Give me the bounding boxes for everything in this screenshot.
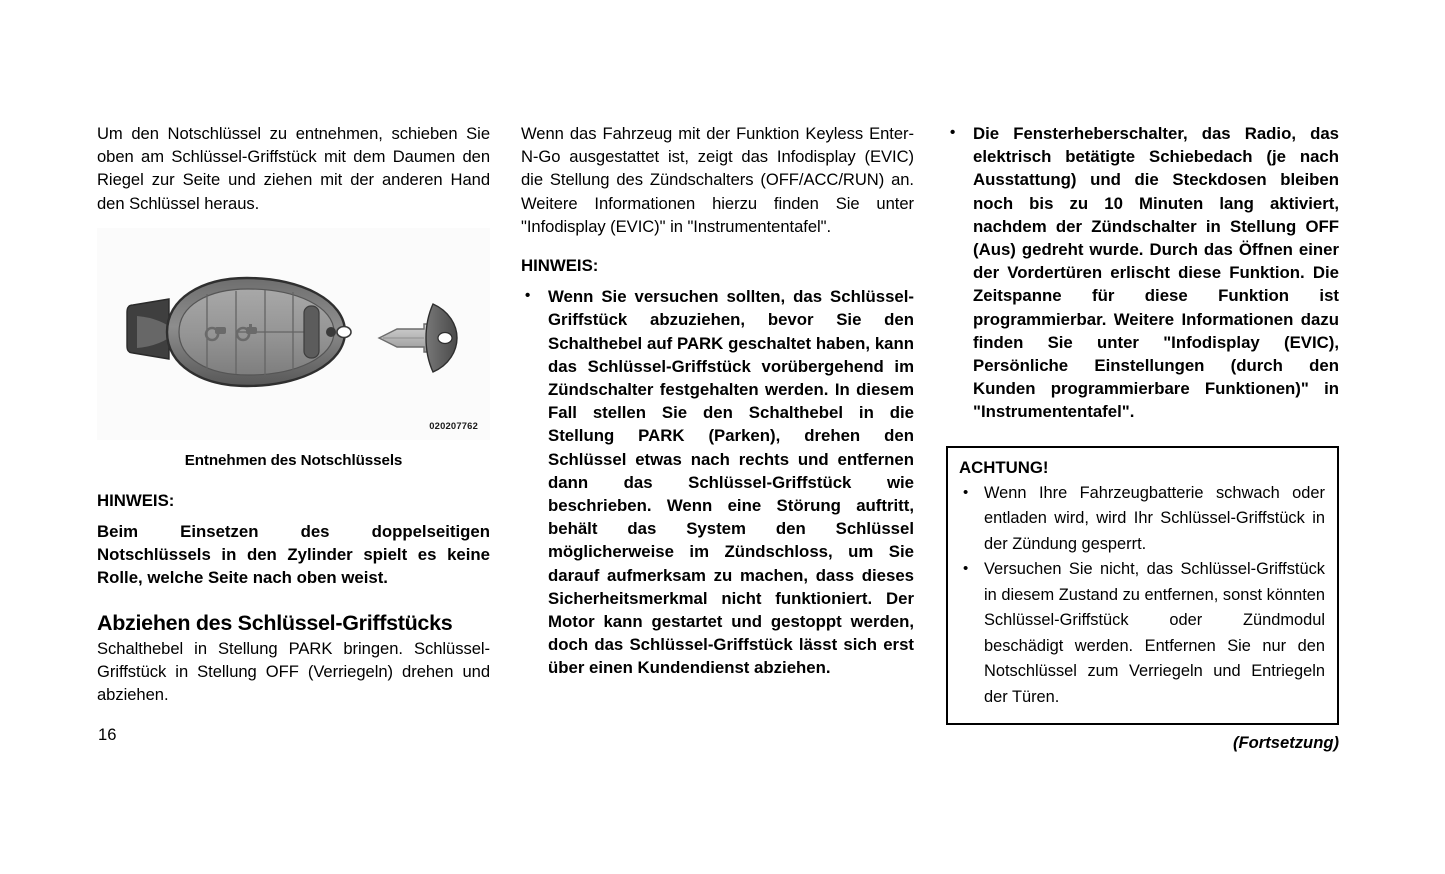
fob-stud bbox=[326, 327, 336, 337]
fob-keyring-hole bbox=[337, 326, 351, 337]
middle-column bbox=[521, 122, 914, 722]
list-item: • Wenn Sie versuchen sollten, das Schlüssel-Griffstück abzuziehen, bevor Sie den Schalthebel auf PARK geschaltet haben, kann das Schlüssel-Griffstück vorübergehend im Zündschalter festgehalten werden. In diesem Fall stellen Sie den Schalthebel in die Stellung PARK (Parken), drehen den Schlüssel etwas nach rechts und entfernen dann das Schlüssel-Griffstück wie beschrieben. Wenn eine Störung auftritt, behält das System den Schlüssel möglicherweise im Zündschloss, um Sie darauf aufmerksam zu machen, dass dieses Sicherheitsmerkmal nicht funktioniert. Der Motor kann gestartet und gestoppt werden, doch das Schlüssel-Griffstück lässt sich erst über einen Kundendienst abziehen. bbox=[521, 285, 914, 679]
section-heading-abziehen: Abziehen des Schlüssel-Griffstücks bbox=[97, 610, 453, 635]
figure-image bbox=[97, 228, 490, 440]
left-column bbox=[97, 122, 490, 722]
continuation-label: (Fortsetzung) bbox=[1233, 733, 1339, 753]
list-item: • Wenn Ihre Fahrzeugbatterie schwach oder entladen wird, wird Ihr Schlüssel-Griffstück in der Zündung gesperrt. bbox=[959, 481, 1325, 558]
warning-item-list bbox=[959, 481, 1325, 711]
right-bullet-list bbox=[946, 122, 1339, 424]
emergency-key bbox=[379, 304, 457, 372]
warning-title: ACHTUNG! bbox=[959, 457, 1049, 477]
middle-paragraph: Wenn das Fahrzeug mit der Funktion Keyless Enter-N-Go ausgestattet ist, zeigt das Infodisplay (EVIC) die Stellung des Zündschalters (OFF/ACC/RUN) an. Weitere Informationen hierzu finden Sie unter "Infodisplay (EVIC)" in "Instrumententafel". bbox=[521, 124, 914, 236]
left-note-text: Beim Einsetzen des doppelseitigen Notschlüssels in den Zylinder spielt es keine Rolle, welche Seite nach oben weist. bbox=[97, 522, 490, 588]
panic-button bbox=[304, 306, 319, 358]
list-item: • Die Fensterheberschalter, das Radio, das elektrisch betätigte Schiebedach (je nach Ausstattung) und die Steckdosen bleiben noch bis zu 10 Minuten lang aktiviert, nachdem der Zündschalter in Stellung OFF (Aus) gedreht wurde. Durch das Öffnen einer der Vordertüren erlischt diese Funktion. Die Zeitspanne für diese Funktion ist programmierbar. Weitere Informationen dazu finden Sie unter "Infodisplay (EVIC), Persönliche Einstellungen (durch den Kunden programmierbare Funktionen)" in "Instrumententafel". bbox=[946, 122, 1339, 424]
middle-note-heading: HINWEIS: bbox=[521, 256, 599, 276]
section-text-abziehen: Schalthebel in Stellung PARK bringen. Schlüssel-Griffstück in Stellung OFF (Verriegeln) drehen und abziehen. bbox=[97, 638, 490, 705]
figure-image-id: 020207762 bbox=[429, 419, 478, 431]
left-note-heading: HINWEIS: bbox=[97, 490, 175, 510]
key-ring-hole bbox=[438, 332, 452, 343]
intro-paragraph: Um den Notschlüssel zu entnehmen, schieben Sie oben am Schlüssel-Griffstück mit dem Daumen den Riegel zur Seite und ziehen mit der anderen Hand den Schlüssel heraus. bbox=[97, 124, 490, 213]
list-item: • Versuchen Sie nicht, das Schlüssel-Griffstück in diesem Zustand zu entfernen, sonst könnten Schlüssel-Griffstück oder Zündmodul beschädigt werden. Entfernen Sie nur den Notschlüssel zum Verriegeln und Entriegeln der Türen. bbox=[959, 557, 1325, 710]
page-number: 16 bbox=[98, 725, 117, 744]
figure-emergency-key bbox=[97, 228, 490, 469]
right-column bbox=[946, 122, 1339, 753]
figure-caption: Entnehmen des Notschlüssels bbox=[184, 451, 403, 469]
warning-box-achtung bbox=[946, 446, 1339, 726]
middle-bullet-list bbox=[521, 285, 914, 679]
key-fob-illustration bbox=[97, 228, 490, 440]
